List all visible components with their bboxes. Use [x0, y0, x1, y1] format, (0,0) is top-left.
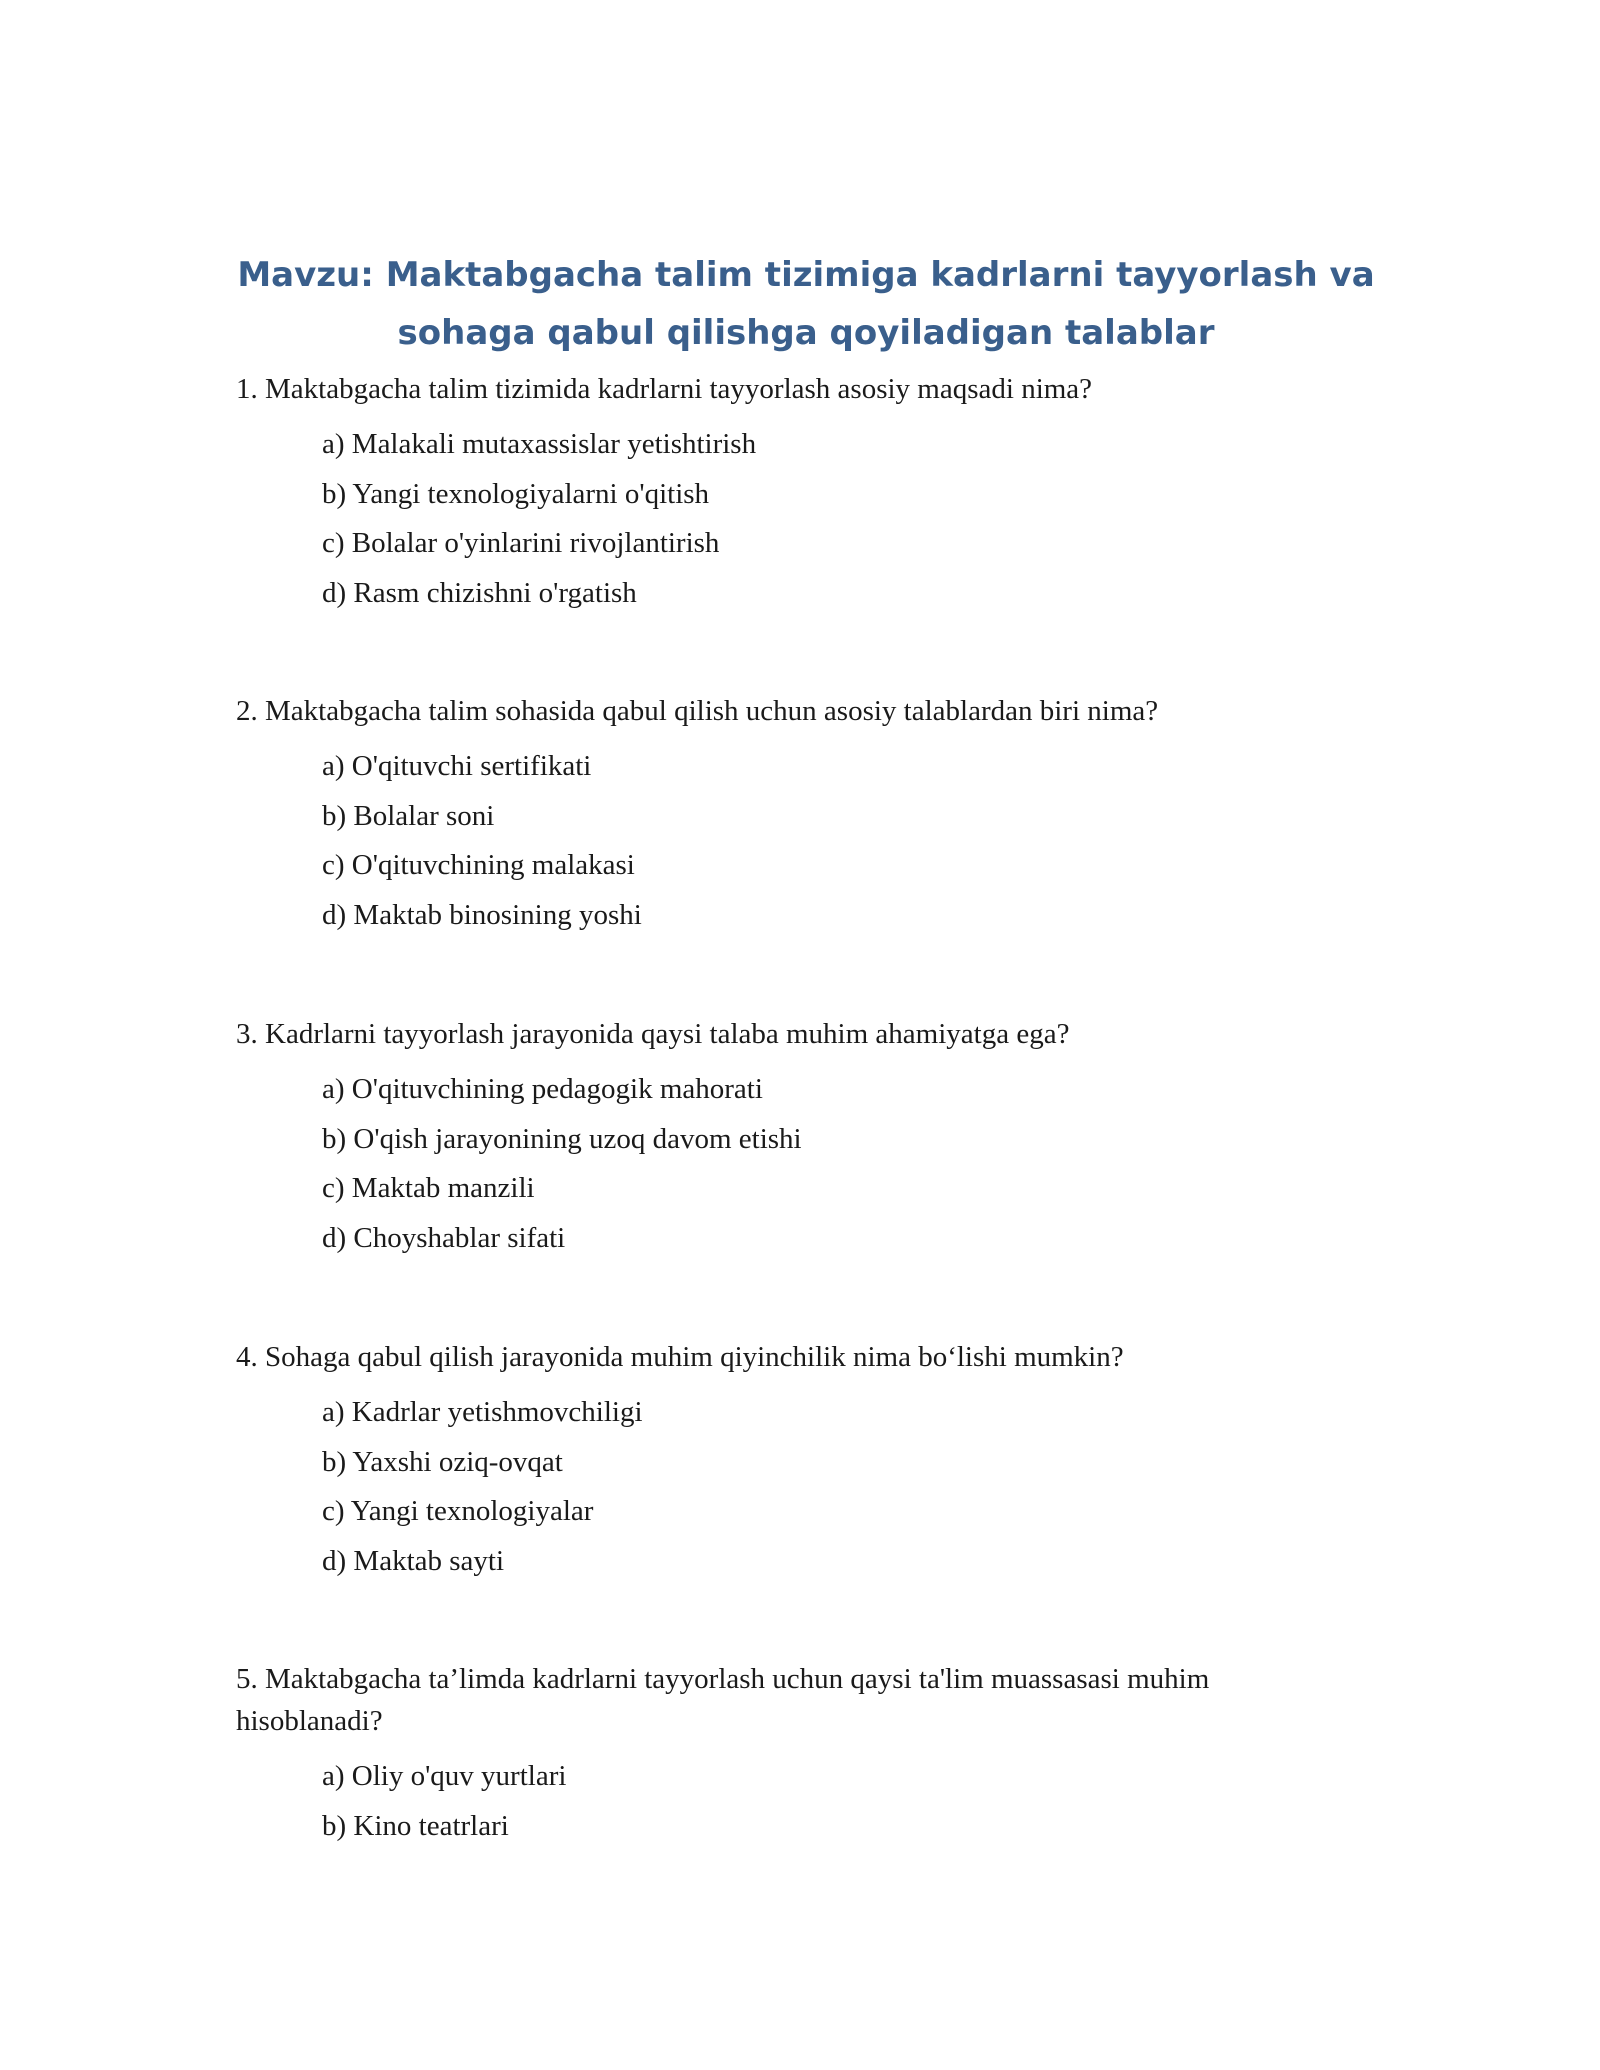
option-d: d) Choyshablar sifati	[322, 1221, 566, 1254]
options-list	[236, 1388, 1336, 1586]
option-b: b) O'qish jarayonining uzoq davom etishi	[322, 1122, 802, 1155]
title-line-2: sohaga qabul qilishga qoyiladigan talablar	[397, 313, 1215, 353]
option-d: d) Maktab binosining yoshi	[322, 898, 642, 931]
option-b: b) Bolalar soni	[322, 799, 495, 832]
option-a: a) O'qituvchi sertifikati	[322, 750, 592, 782]
option-c: c) Maktab manzili	[322, 1172, 535, 1204]
question-3	[236, 1013, 1336, 1263]
options-list	[236, 1065, 1336, 1263]
option-a: a) Malakali mutaxassislar yetishtirish	[322, 428, 757, 460]
question-text: 2. Maktabgacha talim sohasida qabul qilish uchun asosiy talablardan biri nima?	[236, 695, 1159, 727]
question-text: 4. Sohaga qabul qilish jarayonida muhim qiyinchilik nima bo‘lishi mumkin?	[236, 1341, 1124, 1373]
option-a: a) O'qituvchining pedagogik mahorati	[322, 1073, 763, 1105]
option-c: c) O'qituvchining malakasi	[322, 849, 635, 881]
question-1	[236, 368, 1336, 618]
option-b: b) Yangi texnologiyalarni o'qitish	[322, 477, 710, 510]
page-title	[236, 246, 1376, 362]
option-a: a) Oliy o'quv yurtlari	[322, 1760, 567, 1792]
option-c: c) Bolalar o'yinlarini rivojlantirish	[322, 527, 720, 559]
question-text: 5. Maktabgacha ta’limda kadrlarni tayyorlash uchun qaysi ta'lim muassasasi muhim hisoblanadi?	[236, 1663, 1210, 1737]
option-d: d) Maktab sayti	[322, 1544, 505, 1577]
question-5	[236, 1658, 1336, 1851]
question-text: 1. Maktabgacha talim tizimida kadrlarni tayyorlash asosiy maqsadi nima?	[236, 373, 1093, 405]
options-list	[236, 1752, 1336, 1851]
question-2	[236, 690, 1336, 940]
title-line-1: Mavzu: Maktabgacha talim tizimiga kadrlarni tayyorlash va	[237, 255, 1375, 295]
option-b: b) Yaxshi oziq-ovqat	[322, 1445, 563, 1478]
option-a: a) Kadrlar yetishmovchiligi	[322, 1396, 643, 1428]
option-d: d) Rasm chizishni o'rgatish	[322, 576, 637, 609]
options-list	[236, 420, 1336, 618]
option-c: c) Yangi texnologiyalar	[322, 1495, 594, 1527]
question-4	[236, 1336, 1336, 1586]
options-list	[236, 742, 1336, 940]
question-text: 3. Kadrlarni tayyorlash jarayonida qaysi talaba muhim ahamiyatga ega?	[236, 1018, 1070, 1050]
option-b: b) Kino teatrlari	[322, 1809, 509, 1842]
